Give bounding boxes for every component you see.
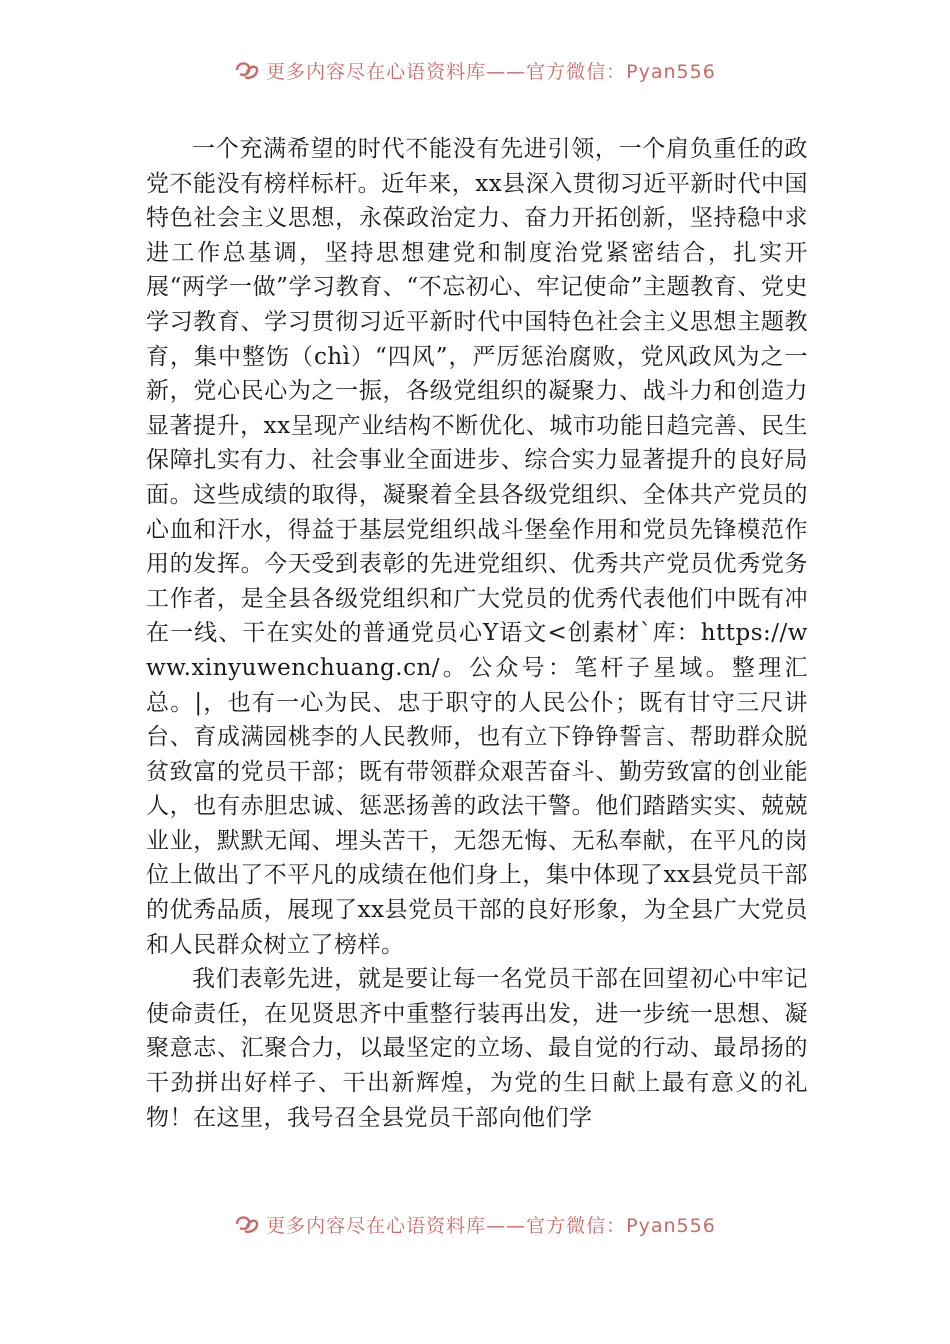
watermark-text: 更多内容尽在心语资料库——官方微信：Pyan556 [266,1214,716,1237]
watermark-logo-icon [234,59,260,81]
watermark-logo-icon [234,1213,260,1235]
document-body [146,132,808,1135]
paragraph-1: 一个充满希望的时代不能没有先进引领，一个肩负重任的政党不能没有榜样标杆。近年来，xx县深入贯彻习近平新时代中国特色社会主义思想，永葆政治定力、奋力开拓创新，坚持稳中求进工作总基调，坚持思想建党和制度治党紧密结合，扎实开展“两学一做”学习教育、“不忘初心、牢记使命”主题教育、党史学习教育、学习贯彻习近平新时代中国特色社会主义思想主题教育，集中整饬（chì）“四风”，严厉惩治腐败，党风政风为之一新，党心民心为之一振，各级党组织的凝聚力、战斗力和创造力显著提升，xx呈现产业结构不断优化、城市功能日趋完善、民生保障扎实有力、社会事业全面进步、综合实力显著提升的良好局面。这些成绩的取得，凝聚着全县各级党组织、全体共产党员的心血和汗水，得益于基层党组织战斗堡垒作用和党员先锋模范作用的发挥。今天受到表彰的先进党组织、优秀共产党员优秀党务工作者，是全县各级党组织和广大党员的优秀代表他们中既有冲在一线、干在实处的普通党员心Y语文<创素材`库：https://www.xinyuwenchuang.cn/。公众号：笔杆子星域。整理汇总。|，也有一心为民、忠于职守的人民公仆；既有甘守三尺讲台、育成满园桃李的人民教师，也有立下铮铮誓言、帮助群众脱贫致富的党员干部；既有带领群众艰苦奋斗、勤劳致富的创业能人，也有赤胆忠诚、惩恶扬善的政法干警。他们踏踏实实、兢兢业业，默默无闻、埋头苦干，无怨无悔、无私奉献，在平凡的岗位上做出了不平凡的成绩在他们身上，集中体现了xx县党员干部的优秀品质，展现了xx县党员干部的良好形象，为全县广大党员和人民群众树立了榜样。 [146,136,808,958]
watermark-text: 更多内容尽在心语资料库——官方微信：Pyan556 [266,60,716,83]
header-watermark [0,57,950,83]
footer-watermark [0,1211,950,1237]
paragraph-2: 我们表彰先进，就是要让每一名党员干部在回望初心中牢记使命责任，在见贤思齐中重整行装再出发，进一步统一思想、凝聚意志、汇聚合力，以最坚定的立场、最自觉的行动、最昂扬的干劲拼出好样子、干出新辉煌，为党的生日献上最有意义的礼物！在这里，我号召全县党员干部向他们学 [146,966,808,1131]
